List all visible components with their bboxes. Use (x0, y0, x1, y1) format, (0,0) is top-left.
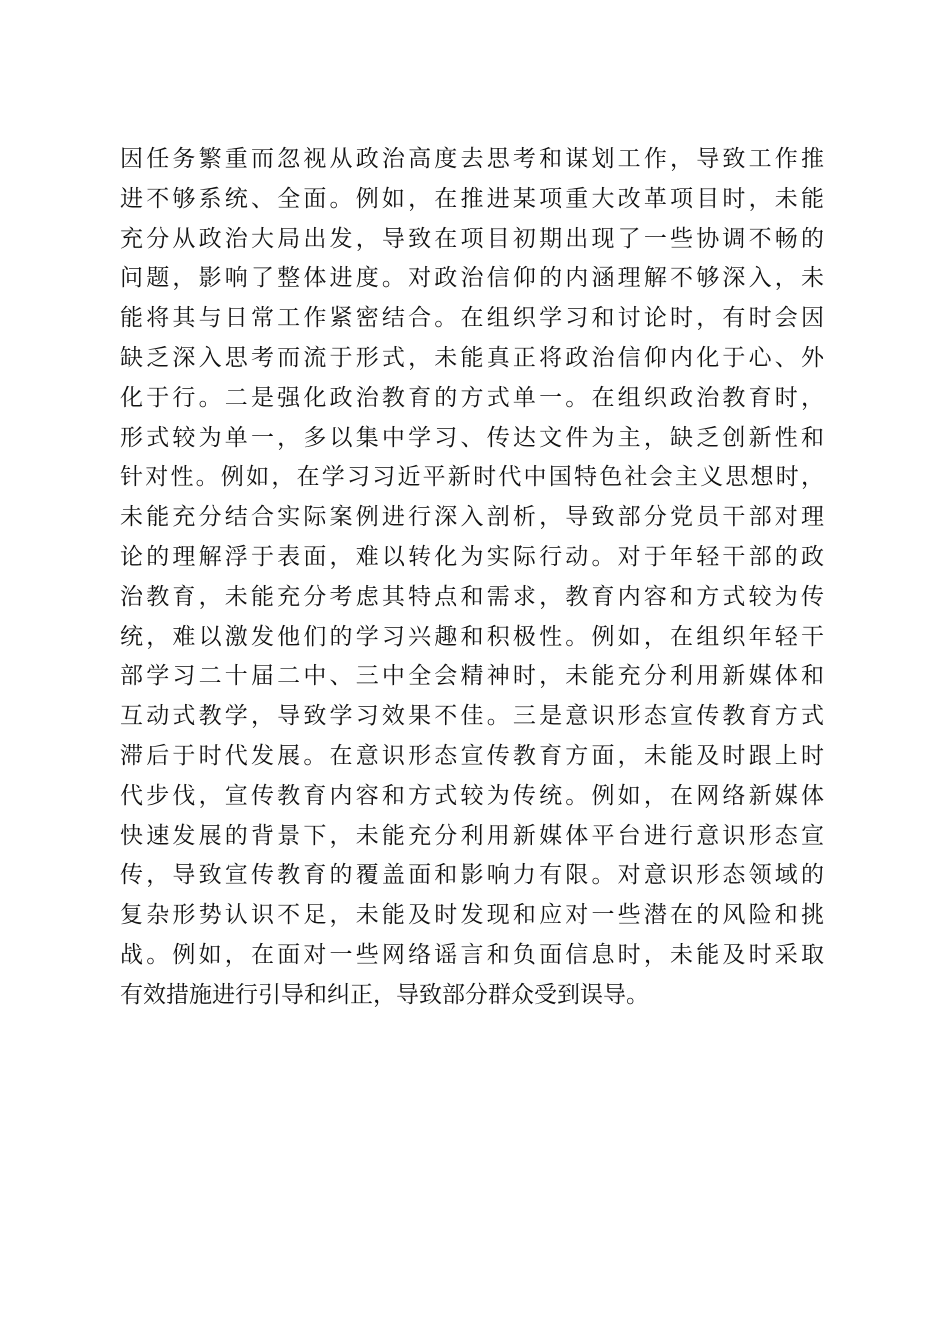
text-line: 有效措施进行引导和纠正，导致部分群众受到误导。 (120, 981, 649, 1008)
text-line: 形式较为单一，多以集中学习、传达文件为主，缺乏创新性和 (120, 424, 824, 451)
text-line: 战。例如，在面对一些网络谣言和负面信息时，未能及时采取 (120, 941, 824, 968)
text-line: 复杂形势认识不足，未能及时发现和应对一些潜在的风险和挑 (120, 902, 824, 929)
text-line: 未能充分结合实际案例进行深入剖析，导致部分党员干部对理 (120, 504, 824, 531)
text-line: 论的理解浮于表面，难以转化为实际行动。对于年轻干部的政 (120, 543, 824, 570)
text-line: 缺乏深入思考而流于形式，未能真正将政治信仰内化于心、外 (120, 344, 824, 371)
text-line: 统，难以激发他们的学习兴趣和积极性。例如，在组织年轻干 (120, 623, 824, 650)
text-line: 问题，影响了整体进度。对政治信仰的内涵理解不够深入，未 (120, 265, 824, 292)
body-paragraph (120, 140, 824, 1016)
text-line: 滞后于时代发展。在意识形态宣传教育方面，未能及时跟上时 (120, 742, 824, 769)
text-line: 快速发展的背景下，未能充分利用新媒体平台进行意识形态宣 (120, 822, 824, 849)
text-line: 部学习二十届二中、三中全会精神时，未能充分利用新媒体和 (120, 663, 824, 690)
text-line: 传，导致宣传教育的覆盖面和影响力有限。对意识形态领域的 (120, 862, 824, 889)
text-line: 化于行。二是强化政治教育的方式单一。在组织政治教育时， (120, 384, 824, 411)
text-line: 代步伐，宣传教育内容和方式较为传统。例如，在网络新媒体 (120, 782, 824, 809)
text-line: 因任务繁重而忽视从政治高度去思考和谋划工作，导致工作推 (120, 146, 824, 172)
text-line: 充分从政治大局出发，导致在项目初期出现了一些协调不畅的 (120, 225, 824, 252)
text-line: 互动式教学，导致学习效果不佳。三是意识形态宣传教育方式 (120, 703, 824, 730)
text-line: 针对性。例如，在学习习近平新时代中国特色社会主义思想时， (120, 464, 824, 491)
text-line: 进不够系统、全面。例如，在推进某项重大改革项目时，未能 (120, 185, 824, 212)
text-line: 能将其与日常工作紧密结合。在组织学习和讨论时，有时会因 (120, 305, 824, 332)
text-line: 治教育，未能充分考虑其特点和需求，教育内容和方式较为传 (120, 583, 824, 610)
